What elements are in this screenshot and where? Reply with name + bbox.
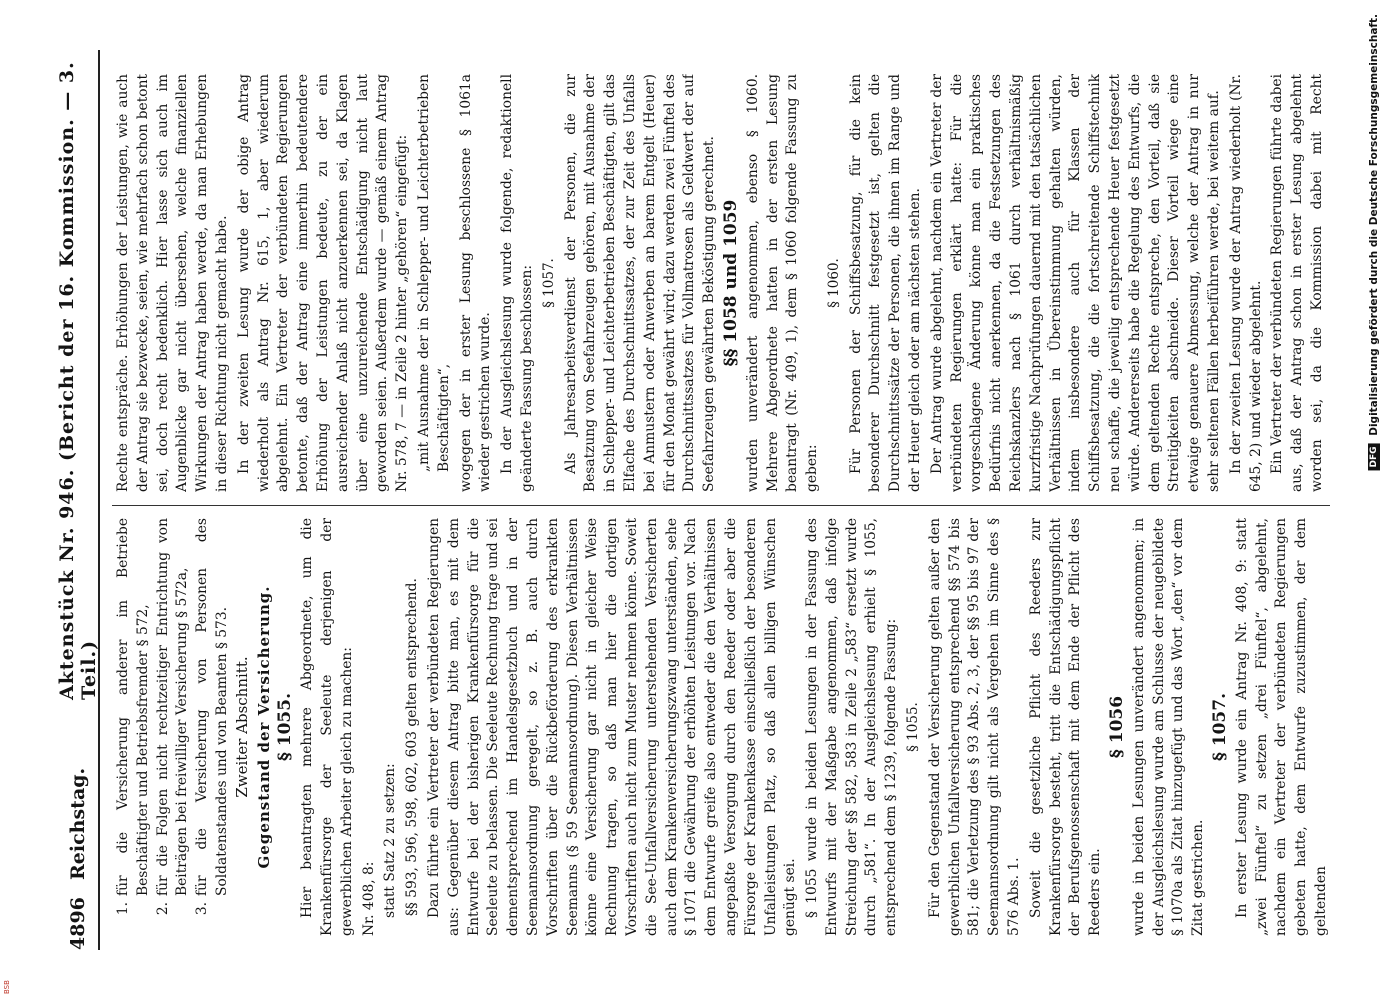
list-number: 2. (154, 902, 171, 916)
dfg-logo: DFG (1368, 443, 1380, 470)
body-paragraph: Für Personen der Schiffsbesatzung, für die kein besonderer Durchschnitt festgesetzt ist, gelten die Durchschnittssätze der Personen, die ihnen im Range und der Heuer gleich oder am nächsten stehen. (847, 74, 924, 492)
header-reichstag: Reichstag. (67, 767, 89, 880)
list-text: für die Versicherung von Personen des Soldatenstandes und von Beamten § 573. (194, 518, 230, 896)
library-stamp: BSB (3, 980, 11, 994)
body-paragraph: In der Ausgleichslesung wurde folgende, redaktionell geänderte Fassung beschlossen: (499, 74, 535, 492)
section-heading: Zweiter Abschnitt. (232, 656, 251, 798)
body-paragraph: In der zweiten Lesung wurde der Antrag wiederholt (Nr. 645, 2) und wieder abgelehnt. (1227, 74, 1264, 492)
document-page (50, 50, 1340, 950)
body-paragraph: wurden unverändert angenommen, ebenso § 1060. Mehrere Abgeordnete hatten in der ersten Lesung beantragt (Nr. 409, 1), dem § 1060 folgende Fassung zu geben: (744, 74, 821, 492)
right-column (114, 74, 1329, 492)
paragraph-heading: § 1060. (825, 258, 842, 308)
body-paragraph: Soweit die gesetzliche Pflicht des Reeders zur Krankenfürsorge besteht, tritt die Entschädigungspflicht der Berufsgenossenschaft mit dem Ende der Pflicht des Reeders ein. (1027, 518, 1104, 936)
body-paragraph: Nr. 408, 8: (360, 861, 377, 936)
paragraph-heading: § 1057. (1210, 692, 1231, 762)
body-paragraph: §§ 593, 596, 598, 602, 603 gelten entsprechend. (404, 578, 421, 916)
header-title: Aktenstück Nr. 946. (Bericht der 16. Kommission. — 3. Teil.) (56, 61, 100, 700)
paragraph-heading: § 1057. (540, 258, 557, 308)
list-text: für die Folgen nicht rechtzeitiger Entrichtung von Beiträgen bei freiwilliger Versicherung § 572a, (154, 518, 191, 896)
body-paragraph: „mit Ausnahme der in Schlepper- und Leichterbetrieben Beschäftigten“, (415, 74, 452, 472)
list-text: für die Versicherung anderer im Betriebe Beschäftigter und Betriebsfremder § 572, (115, 518, 151, 896)
body-paragraph: Rechte entspräche. Erhöhungen der Leistungen, wie auch der Antrag sie bezwecke, seien, wie mehrfach schon betont sei, doch recht bedenklich. Hier lasse sich auch im Augenblicke gar nicht übersehen, welche finanziellen Wirkungen der Antrag haben werde, da man Erhebungen in dieser Richtung nicht gemacht habe. (115, 74, 230, 492)
body-paragraph: Dazu führte ein Vertreter der verbündeten Regierungen aus: Gegenüber diesem Antrag bitte man, es mit dem Entwurfe bei der bisherigen Krankenfürsorge für die Seeleute zu belassen. Die Seeleute Rechnung trage und sei dementsprechend im Handelsgesetzbuch und in der Seemannsordnung geregelt, so z. B. auch durch Vorschriften über die Rückbeförderung des erkrankten Seemanns (§ 59 Seemannsordnung). Diesen Verhältnissen könne eine Versicherung gar nicht in gleicher Weise Rechnung tragen, so daß man hier die dortigen Vorschriften auch nicht zum Muster nehmen könne. Soweit die See-Unfallversicherung unterstehenden Versicherten auch dem Krankenversicherungszwang unterständen, sehe § 1071 die Gewährung der erhöhten Leistungen vor. Nach dem Entwurfe greife also entweder die den Verhältnissen angepaßte Versorgung durch den Reeder oder aber die Fürsorge der Krankenkasse einschließlich der besonderen Unfalleistungen Platz, so daß allen billigen Wünschen genügt sei. (425, 518, 799, 936)
body-paragraph: wurde in beiden Lesungen unverändert angenommen; in der Ausgleichslesung wurde am Schlusse der neugebildete § 1070a als Zitat hinzugefügt und das Wort „den“ vor dem Zitat gestrichen. (1130, 518, 1207, 936)
list-number: 3. (194, 902, 211, 916)
body-paragraph: Ein Vertreter der verbündeten Regierungen führte dabei aus, daß der Antrag schon in erster Lesung abgelehnt worden sei, da die Kommission dabei mit Recht (1269, 74, 1326, 492)
body-paragraph: Hier beantragten mehrere Abgeordnete, um die Krankenfürsorge der Seeleute derjenigen der gewerblichen Arbeiter gleich zu machen: (299, 518, 355, 936)
body-paragraph: In der zweiten Lesung wurde der obige Antrag wiederholt als Antrag Nr. 615, 1, aber wiederum abgelehnt. Ein Vertreter der verbündeten Regierungen betonte, daß der Antrag eine immerhin bedeutendere Erhöhung der Leistungen bedeute, zu der ein ausreichender Anlaß nicht anzuerkennen sei, da Klagen über eine unzureichende Entschädigung nicht laut geworden seien. Außerdem wurde — gemäß einem Antrag Nr. 578, 7 — in Zeile 2 hinter „gehören“ eingefügt: (235, 74, 411, 492)
section-title: Gegenstand der Versicherung. (254, 585, 273, 869)
body-paragraph: § 1055 wurde in beiden Lesungen in der Fassung des Entwurfs mit der Maßgabe angenommen, daß infolge Streichung der §§ 582, 583 in Zeile 2 „583“ ersetzt wurde durch „581“. In der Ausgleichslesung erhielt § 1055, entsprechend dem § 1239, folgende Fassung: (804, 518, 900, 936)
paragraph-heading: § 1055. (275, 692, 296, 762)
left-column (114, 518, 1329, 936)
body-paragraph: Für den Gegenstand der Versicherung gelten außer den gewerblichen Unfallversicherung entsprechend §§ 574 bis 581; die Verletzung des § 93 Abs. 2, 3, der §§ 95 bis 97 der Seemannsordnung gilt nicht als Vergehen im Sinne des § 576 Abs. 1. (926, 518, 1023, 936)
list-number: 1. (115, 902, 131, 916)
page-header (58, 50, 100, 950)
dfg-note-text: Digitalisierung gefördert durch die Deutsche Forschungsgemeinschaft. (1368, 14, 1380, 436)
column-divider (112, 505, 1330, 506)
paragraph-heading: § 1055. (905, 702, 922, 752)
body-paragraph: wogegen der in erster Lesung beschlossene § 1061a wieder gestrichen wurde. (457, 74, 494, 492)
list-item (114, 518, 154, 936)
body-paragraph: Der Antrag wurde abgelehnt, nachdem ein Vertreter der verbündeten Regierungen erklärt hatte: Für die vorgeschlagene Änderung könne man ein praktisches Bedürfnis nicht anerkennen, da die Festsetzungen des Reichskanzlers nach § 1061 durch verhältnismäßig kurzfristige Nachprüfungen dauernd mit den tatsächlichen Verhältnissen in Übereinstimmung gehalten würden, indem insbesondere auch für Klassen der Schiffsbesatzung, die die fortschreitende Schiffstechnik neu schaffe, die jeweilig entsprechende Heuer festgesetzt würde. Andererseits habe die Regelung des Entwurfs, die dem geltenden Rechte entspreche, den Vorteil, daß sie Streitigkeiten abschneide. Dieser Vorteil wiege eine etwaige genauere Abmessung, welche der Antrag in nur sehr seltenen Fällen herbeiführen werde, bei weitem auf. (928, 74, 1223, 492)
paragraph-heading: §§ 1058 und 1059 (720, 199, 741, 367)
paragraph-heading: § 1056 (1107, 695, 1128, 759)
body-paragraph: In erster Lesung wurde ein Antrag Nr. 408, 9: statt „zwei Fünftel“ zu setzen „drei Fünftel“, abgelehnt, nachdem ein Vertreter der verbündeten Regierungen gebeten hatte, dem Entwurfe zuzustimmen, der dem geltenden (1233, 518, 1329, 936)
list-item (193, 518, 233, 936)
dfg-funding-note (1368, 14, 1380, 470)
body-paragraph: statt Satz 2 zu setzen: (382, 763, 399, 918)
page-number: 4896 (67, 897, 89, 950)
body-paragraph: Als Jahresarbeitsverdienst der Personen, die zur Besatzung von Seefahrzeugen gehören, mit Ausnahme der in Schlepper- und Leichterbetrieben Beschäftigten, gilt das Elfache des Durchschnittssatzes, der zur Zeit des Unfalls bei Anmustern oder Anwerben an barem Entgelt (Heuer) für den Monat gewährt wird; dazu werden zwei Fünftel des Durchschnittssatzes für Vollmatrosen als Geldwert der auf Seefahrzeugen gewährten Beköstigung gerechnet. (562, 74, 718, 492)
list-item (154, 518, 194, 936)
